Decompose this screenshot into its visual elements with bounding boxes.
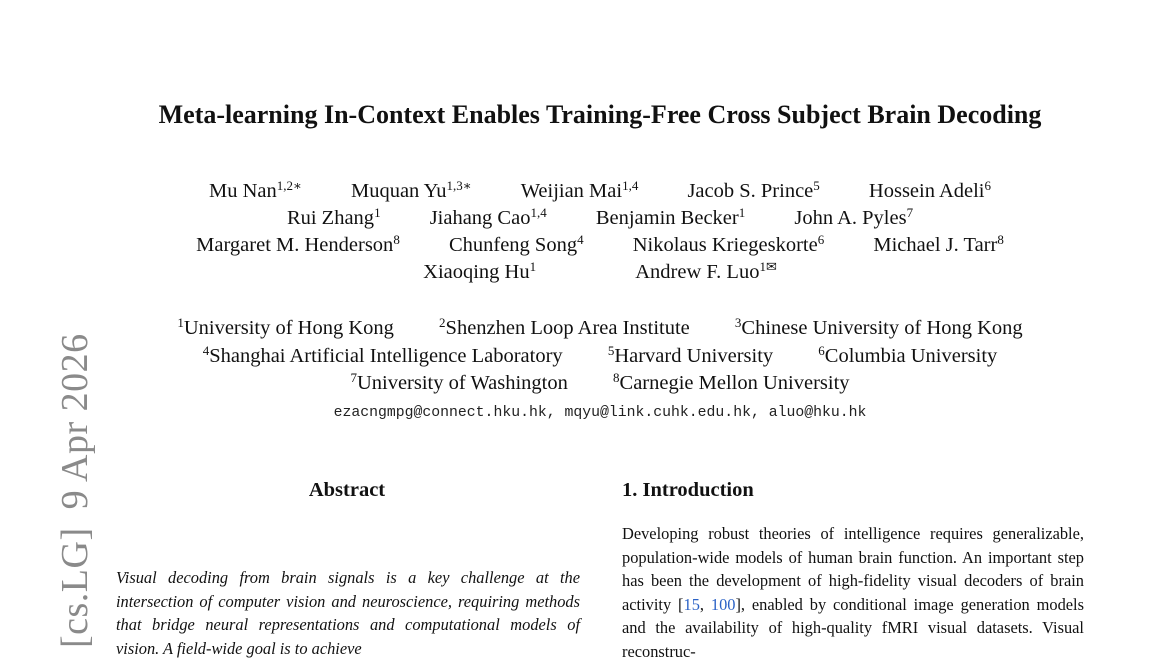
author: Andrew F. Luo$^{1✉}$ bbox=[635, 259, 777, 283]
author: Michael J. Tarr$^8$ bbox=[873, 232, 1004, 256]
affiliation: $^6$Columbia University bbox=[818, 342, 998, 367]
affiliation-line bbox=[0, 315, 1152, 343]
affiliation: $^1$University of Hong Kong bbox=[177, 315, 394, 339]
paper-title: Meta-learning In-Context Enables Training-Free Cross Subject Brain Decoding bbox=[158, 100, 1042, 129]
affiliation-list bbox=[0, 315, 1152, 398]
email-list: ezacngmpg@connect.hku.hk, mqyu@link.cuhk.edu.hk, aluo@hku.hk bbox=[333, 405, 867, 421]
affiliation: $^7$University of Washington bbox=[350, 370, 568, 394]
author: Mu Nan$^{1,2∗}$ bbox=[209, 178, 302, 202]
abstract-text: Visual decoding from brain signals is a key challenge at the intersection of computer vision and neuroscience, requiring methods that bridge neural representations and computational models of vision. A field-wide goal is to achieve bbox=[116, 568, 580, 658]
author: Nikolaus Kriegeskorte$^6$ bbox=[632, 232, 825, 256]
author: Jiahang Cao$^{1,4}$ bbox=[429, 205, 547, 229]
affiliation: $^3$Chinese University of Hong Kong bbox=[734, 315, 1023, 339]
author: Xiaoqing Hu$^1$ bbox=[423, 259, 537, 283]
author: Hossein Adeli$^6$ bbox=[868, 178, 991, 202]
author: Benjamin Becker$^1$ bbox=[595, 205, 746, 229]
affiliation-line bbox=[0, 343, 1152, 371]
affiliation: $^2$Shenzhen Loop Area Institute bbox=[439, 315, 690, 339]
arxiv-category: [cs.LG] bbox=[54, 527, 96, 648]
author: Weijian Mai$^{1,4}$ bbox=[520, 178, 639, 202]
introduction-heading: 1. Introduction bbox=[622, 479, 754, 501]
author-line bbox=[0, 205, 1152, 232]
author: John A. Pyles$^7$ bbox=[794, 205, 914, 229]
abstract-heading: Abstract bbox=[308, 479, 386, 501]
author: Jacob S. Prince$^5$ bbox=[687, 178, 820, 202]
affiliation-line bbox=[0, 370, 1152, 398]
author-line bbox=[0, 259, 1152, 286]
affiliation: $^4$Shanghai Artificial Intelligence Laboratory bbox=[202, 342, 563, 367]
citation-link[interactable]: 100 bbox=[710, 594, 736, 614]
citation-link[interactable]: 15 bbox=[683, 594, 700, 614]
author-line bbox=[0, 232, 1152, 259]
arxiv-date: 9 Apr 2026 bbox=[54, 333, 96, 510]
author: Chunfeng Song$^4$ bbox=[448, 232, 584, 256]
author-line bbox=[0, 178, 1152, 205]
introduction-text: Developing robust theories of intelligence requires generalizable, population-wide models of human brain function. An important step has been the development of high-fidelity visual decoders of brain activity [15, 100], enabled by conditional image generation models and the availability of high-quality fMRI visual datasets. Visual reconstruc- bbox=[622, 524, 1084, 661]
affiliation: $^8$Carnegie Mellon University bbox=[613, 370, 850, 394]
author: Margaret M. Henderson$^8$ bbox=[196, 232, 400, 256]
author-list bbox=[0, 178, 1152, 286]
author: Rui Zhang$^1$ bbox=[286, 205, 381, 229]
author: Muquan $Yu^{1,3∗}$ bbox=[350, 178, 472, 202]
affiliation: $^5$Harvard University bbox=[607, 342, 774, 367]
